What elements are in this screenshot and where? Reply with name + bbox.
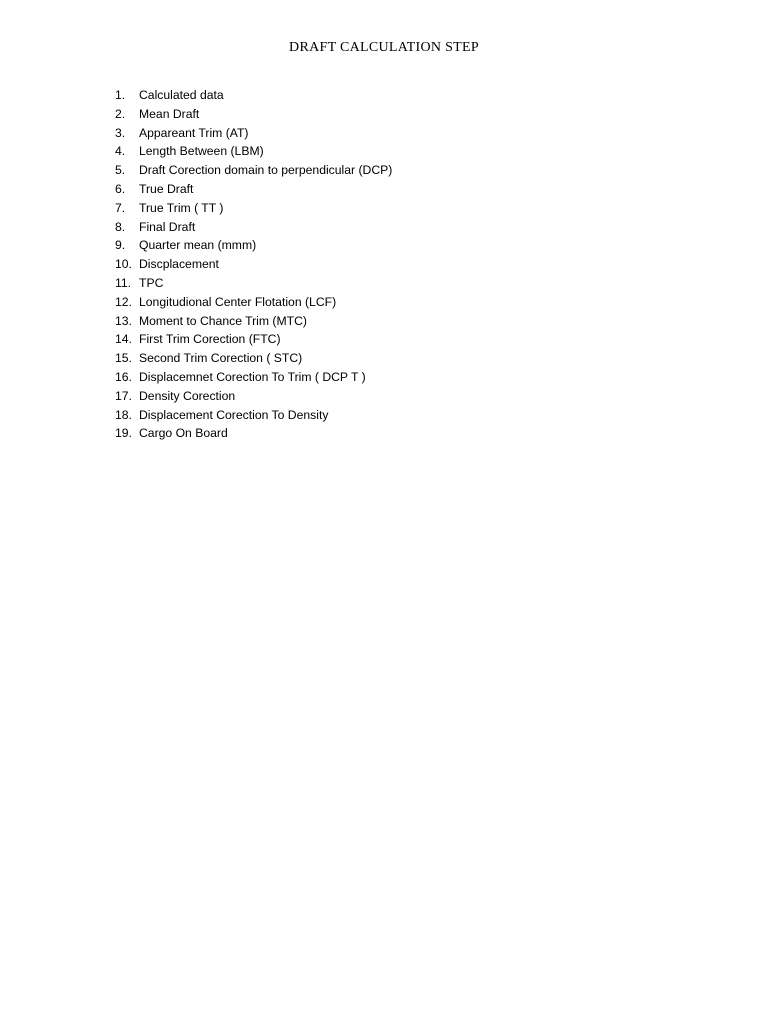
- list-item: [115, 330, 392, 349]
- step-text: Final Draft: [139, 219, 196, 234]
- list-item: [115, 274, 392, 293]
- step-text: Calculated data: [139, 88, 224, 102]
- step-number: 7.: [115, 200, 126, 215]
- step-number: 15.: [115, 351, 132, 366]
- list-item: [115, 105, 392, 124]
- step-text: Second Trim Corection ( STC): [139, 351, 303, 366]
- step-number: 8.: [115, 219, 126, 234]
- list-item: [115, 349, 392, 368]
- list-item: [115, 180, 392, 199]
- step-text: Draft Corection domain to perpendicular (DCP): [139, 163, 393, 178]
- step-text: Displacemnet Corection To Trim ( DCP T ): [139, 369, 366, 384]
- list-item: [115, 199, 392, 218]
- step-text: Cargo On Board: [139, 426, 228, 441]
- step-text: Longitudional Center Flotation (LCF): [139, 294, 337, 309]
- list-item: [115, 368, 392, 387]
- list-item: [115, 387, 392, 406]
- list-item: [115, 218, 392, 237]
- step-text: Length Between (LBM): [139, 144, 264, 159]
- step-text: Moment to Chance Trim (MTC): [139, 313, 307, 328]
- step-text: Appareant Trim (AT): [139, 125, 249, 140]
- step-number: 14.: [115, 332, 132, 347]
- step-number: 3.: [115, 125, 126, 140]
- step-text: True Draft: [139, 181, 194, 196]
- list-item: [115, 86, 392, 105]
- step-number: 10.: [115, 257, 132, 272]
- list-item: [115, 312, 392, 331]
- step-text: Density Corection: [139, 388, 236, 403]
- step-number: 5.: [115, 163, 126, 178]
- step-number: 2.: [115, 106, 126, 121]
- step-text: First Trim Corection (FTC): [139, 332, 281, 347]
- list-item: [115, 293, 392, 312]
- step-number: 11.: [115, 275, 132, 290]
- step-number: 4.: [115, 144, 126, 159]
- step-text: Discplacement: [139, 257, 219, 272]
- step-text: True Trim ( TT ): [139, 200, 224, 215]
- step-number: 12.: [115, 294, 132, 309]
- step-text: TPC: [139, 275, 164, 290]
- step-number: 13.: [115, 313, 132, 328]
- list-item: [115, 424, 392, 443]
- list-item: [115, 161, 392, 180]
- list-item: [115, 124, 392, 143]
- step-number: 18.: [115, 407, 132, 422]
- page-title: DRAFT CALCULATION STEP: [289, 40, 479, 55]
- step-number: 19.: [115, 426, 132, 441]
- step-text: Mean Draft: [139, 106, 200, 121]
- step-number: 16.: [115, 369, 132, 384]
- step-number: 6.: [115, 181, 126, 196]
- step-number: 1.: [115, 88, 126, 102]
- step-number: 9.: [115, 238, 126, 253]
- step-number: 17.: [115, 388, 132, 403]
- step-text: Quarter mean (mmm): [139, 238, 257, 253]
- list-item: [115, 236, 392, 255]
- list-item: [115, 406, 392, 425]
- step-text: Displacement Corection To Density: [139, 407, 329, 422]
- list-item: [115, 255, 392, 274]
- steps-list: [115, 86, 392, 443]
- list-item: [115, 142, 392, 161]
